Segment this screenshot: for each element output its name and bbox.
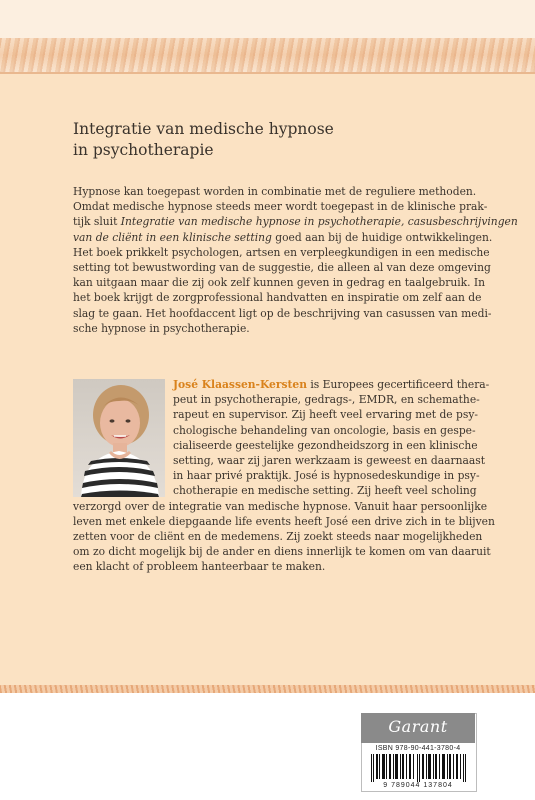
- author-bio: [73, 377, 495, 575]
- bio-line: rapeut en supervisor. Zij heeft veel ervaring met de psy-: [173, 408, 478, 422]
- intro-line: [73, 230, 493, 245]
- intro-line: slag te gaan. Het hoofdaccent ligt op de beschrijving van casussen van medi-: [73, 306, 492, 320]
- publisher-logo: [361, 713, 475, 743]
- bio-line: cialiseerde geestelijke gezondheidszorg in een klinische: [173, 438, 478, 452]
- intro-line: Hypnose kan toegepast worden in combinatie met de reguliere methoden.: [73, 185, 477, 198]
- bio-line: een klacht of probleem hanteerbaar te maken.: [73, 560, 326, 574]
- bio-line: in haar privé praktijk. José is hypnosedeskundige in psy-: [173, 469, 480, 483]
- top-decorative-texture: [0, 38, 535, 72]
- bio-line: leven met enkele diepgaande life events heeft José een drive zich in te blijven: [73, 514, 495, 528]
- bio-line: verzorgd over de integratie van medische hypnose. Vanuit haar persoonlijke: [73, 499, 488, 513]
- bottom-decorative-texture: [0, 685, 535, 693]
- bio-line: zetten voor de cliënt en de medemens. Zij zoekt steeds naar mogelijkheden: [73, 530, 483, 544]
- intro-line: Het boek prikkelt psychologen, artsen en verpleegkundigen in een medische: [73, 245, 490, 259]
- book-title-line-1: Integratie van medische hypnose: [73, 120, 334, 138]
- intro-line: sche hypnose in psychotherapie.: [73, 321, 250, 335]
- book-title-italic: van de cliënt in een klinische setting: [73, 230, 272, 244]
- intro-line: het boek krijgt de zorgprofessional handvatten en inspiratie om zelf aan de: [73, 291, 482, 305]
- intro-text: tijk sluit: [73, 215, 121, 229]
- barcode-number: 9 789044 137804: [383, 782, 453, 789]
- publisher-logo-text: Garant: [388, 717, 448, 736]
- isbn-label: ISBN 978-90-441-3780-4: [375, 745, 461, 752]
- bio-line: chologische behandeling van oncologie, basis en gespe-: [173, 423, 476, 437]
- intro-line: setting tot bewustwording van de suggestie, die alleen al van deze omgeving: [73, 261, 491, 275]
- barcode-icon: [371, 754, 471, 782]
- bio-line: peut in psychotherapie, gedrags-, EMDR, en schemathe-: [173, 393, 480, 407]
- bio-line: om zo dicht mogelijk bij de ander en diens innerlijk te komen om van daaruit: [73, 545, 491, 559]
- intro-line: [73, 214, 518, 229]
- book-title-line-2: in psychotherapie: [73, 141, 214, 159]
- bio-line: setting, waar zij jaren werkzaam is geweest en daarnaast: [173, 454, 486, 468]
- intro-text: goed aan bij de huidige ontwikkelingen.: [271, 230, 493, 244]
- bio-line: [173, 377, 490, 392]
- intro-line: Omdat medische hypnose steeds meer wordt toegepast in de klinische prak-: [73, 200, 488, 214]
- book-title: [73, 119, 473, 161]
- bio-line: chotherapie en medische setting. Zij heeft veel scholing: [173, 484, 477, 498]
- intro-paragraph: [73, 184, 518, 336]
- author-name: José Klaassen-Kersten: [173, 378, 307, 391]
- book-title-italic: Integratie van medische hypnose in psychotherapie, casusbeschrijvingen: [120, 215, 518, 229]
- intro-line: kan uitgaan maar die zij ook zelf kunnen geven in gedrag en taalgebruik. In: [73, 276, 486, 290]
- bio-text: is Europees gecertificeerd thera-: [306, 378, 490, 391]
